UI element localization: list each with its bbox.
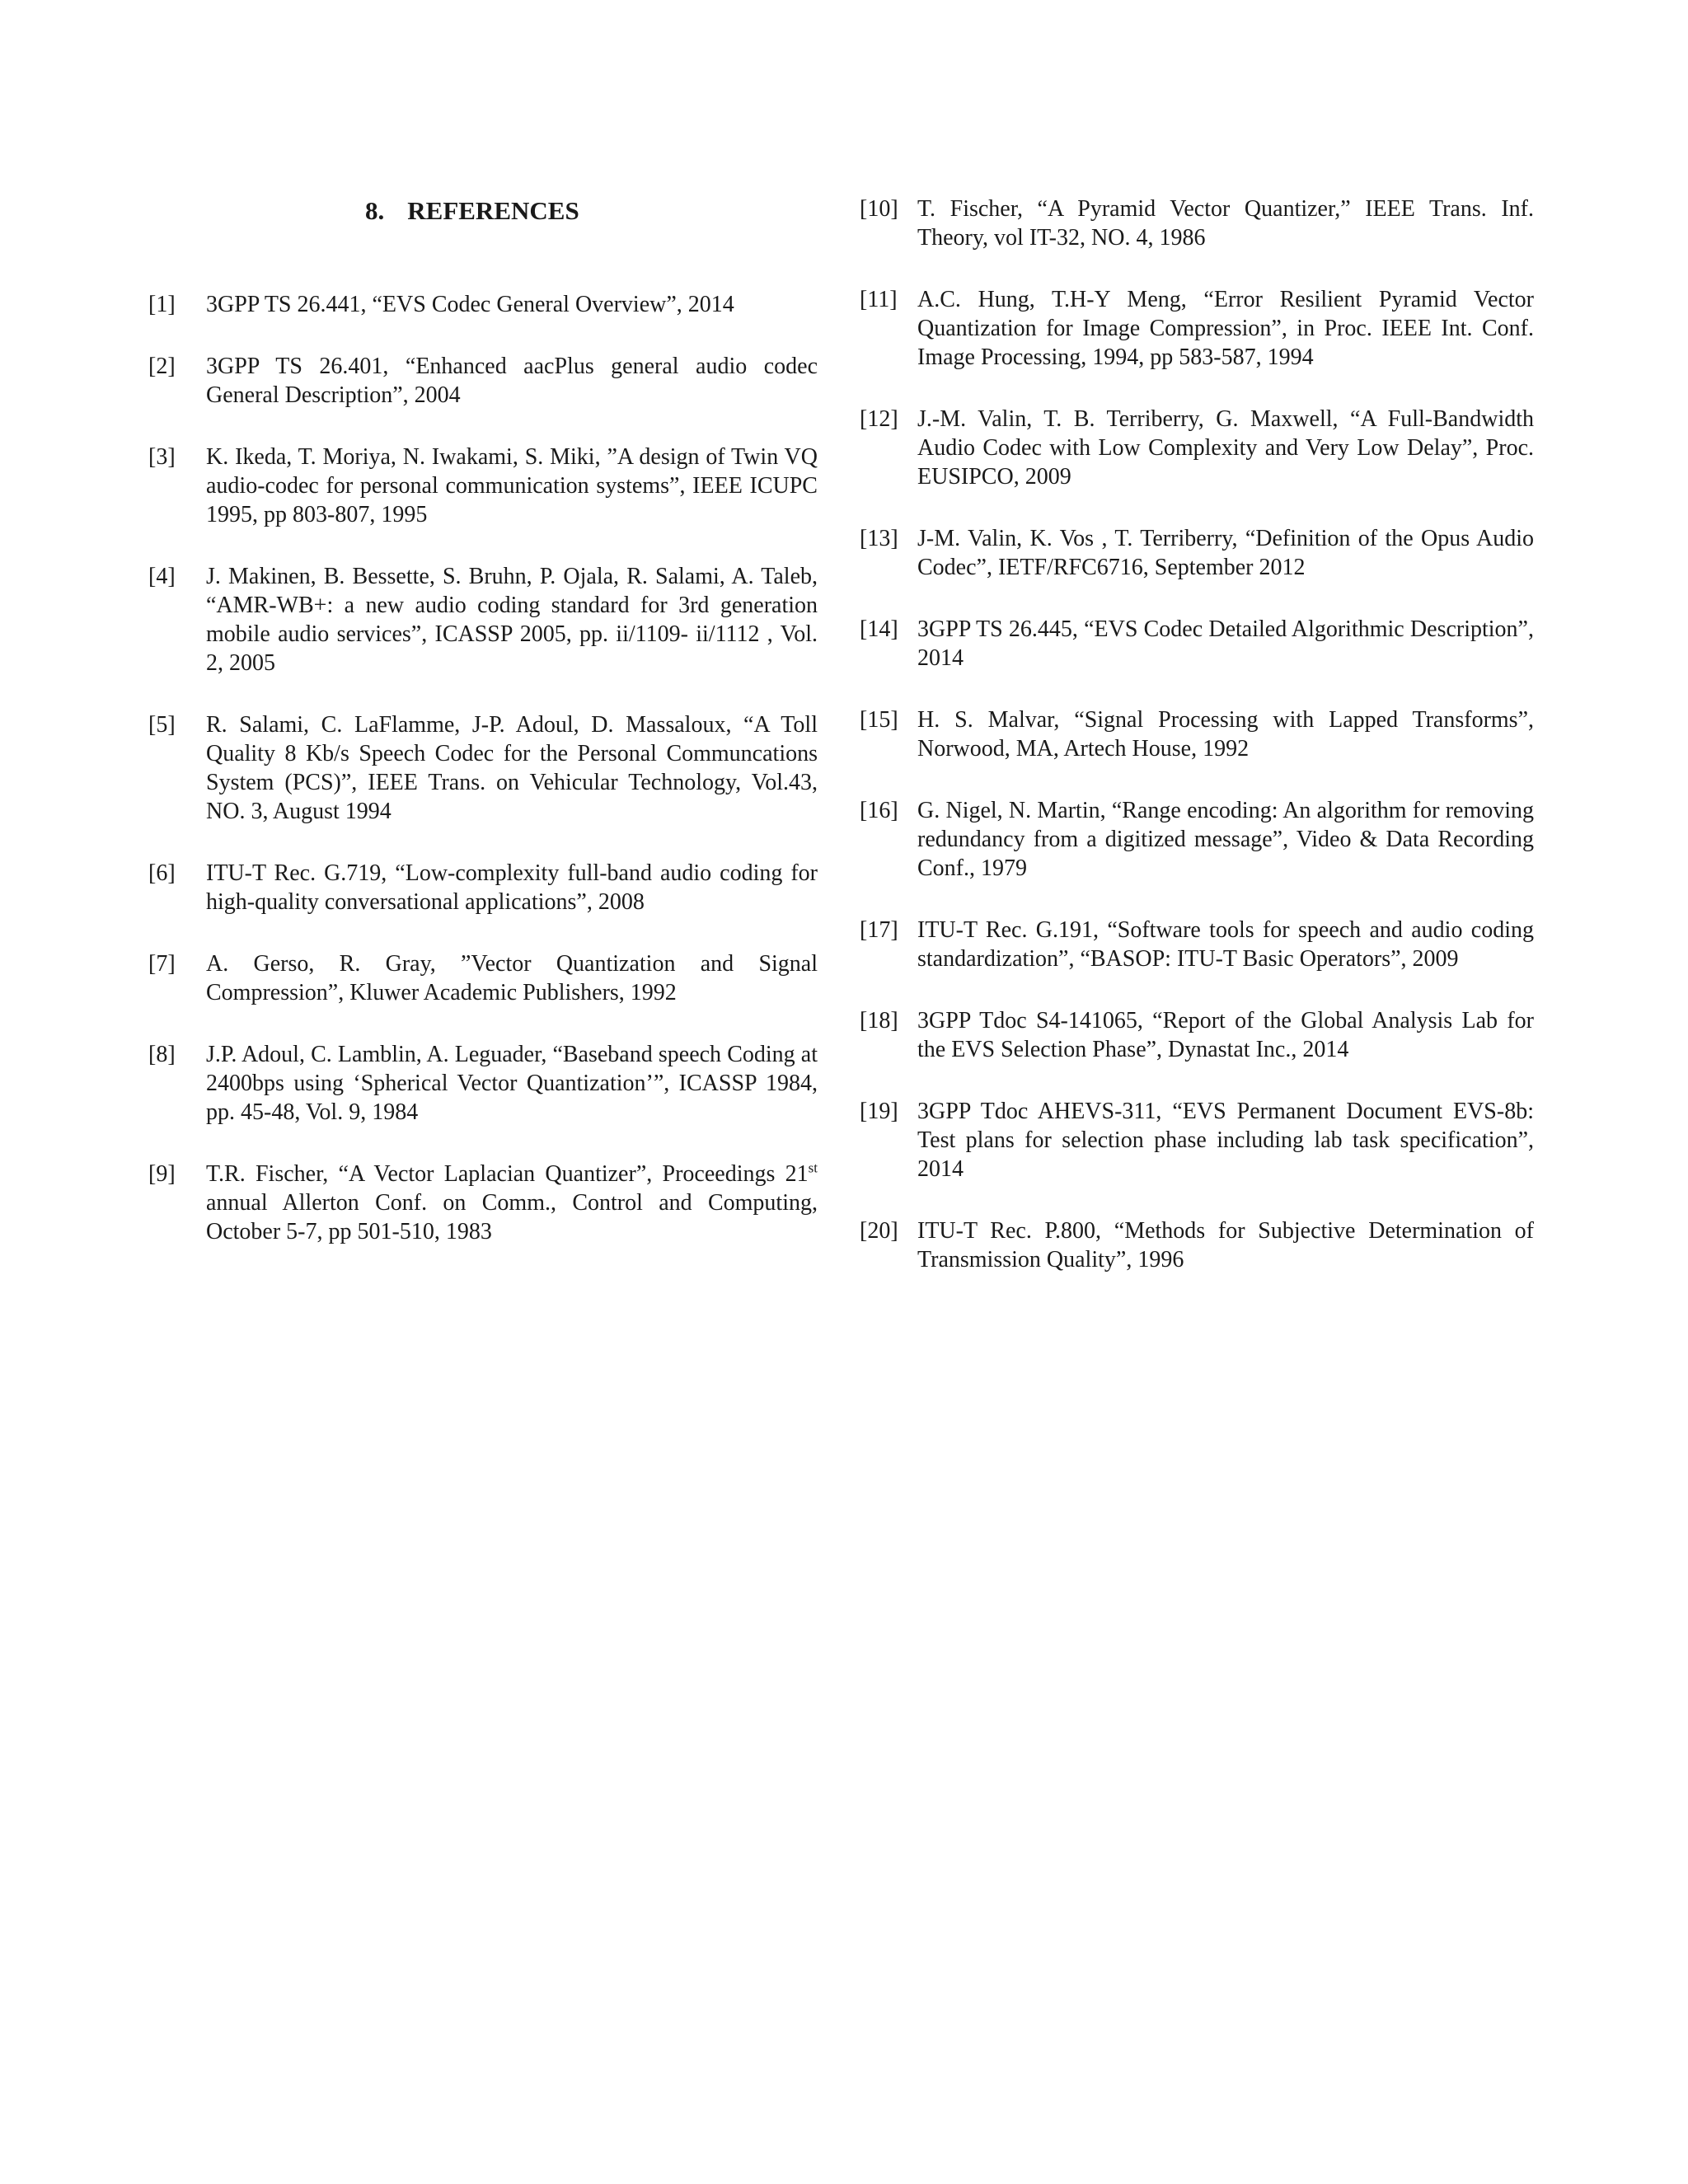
reference-label: [7] [148,951,176,977]
reference-item [148,859,818,916]
reference-text: J.-M. Valin, T. B. Terriberry, G. Maxwell, “A Full-Bandwidth Audio Codec with Low Complexity and Very Low Delay”, Proc. EUSIPCO, 2009 [917,406,1534,490]
reference-label: [12] [860,406,898,432]
reference-item [148,710,818,826]
left-column [148,194,818,1279]
right-column [860,194,1534,1307]
reference-label: [16] [860,798,898,823]
reference-label: [10] [860,196,898,222]
reference-item [148,443,818,529]
reference-list-left [148,290,818,1246]
reference-item [860,194,1534,252]
section-number: 8. [365,196,385,225]
reference-text: H. S. Malvar, “Signal Processing with Lapped Transforms”, Norwood, MA, Artech House, 1992 [917,707,1534,762]
reference-text: 3GPP Tdoc AHEVS-311, “EVS Permanent Document EVS-8b: Test plans for selection phase including lab task specification”, 2014 [917,1099,1534,1182]
reference-item [148,352,818,410]
reference-text: ITU-T Rec. G.191, “Software tools for speech and audio coding standardization”, “BASOP: ITU-T Basic Operators”, 2009 [917,917,1534,972]
section-title: REFERENCES [407,196,579,225]
reference-item [148,290,818,319]
reference-label: [17] [860,917,898,943]
reference-text: T. Fischer, “A Pyramid Vector Quantizer,” IEEE Trans. Inf. Theory, vol IT-32, NO. 4, 1986 [917,196,1534,251]
reference-item [860,1097,1534,1183]
reference-text: J. Makinen, B. Bessette, S. Bruhn, P. Ojala, R. Salami, A. Taleb, “AMR-WB+: a new audio coding standard for 3rd generation mobile audio services”, ICASSP 2005, pp. ii/1109- ii/1112 , Vol. 2, 2005 [206,564,818,676]
reference-item [860,1216,1534,1274]
reference-item [860,524,1534,582]
reference-label: [4] [148,564,176,589]
reference-label: [19] [860,1099,898,1124]
reference-label: [18] [860,1008,898,1033]
reference-item [148,562,818,677]
reference-text: 3GPP TS 26.445, “EVS Codec Detailed Algorithmic Description”, 2014 [917,616,1534,671]
reference-label: [8] [148,1042,176,1067]
reference-text: K. Ikeda, T. Moriya, N. Iwakami, S. Miki, ”A design of Twin VQ audio-codec for personal communication systems”, IEEE ICUPC 1995, pp 803-807, 1995 [206,444,818,527]
reference-text: J.P. Adoul, C. Lamblin, A. Leguader, “Baseband speech Coding at 2400bps using ‘Spherical Vector Quantization’”, ICASSP 1984, pp. 45-48, Vol. 9, 1984 [206,1042,818,1125]
reference-label: [3] [148,444,176,470]
reference-item [148,1160,818,1246]
reference-text [206,1160,818,1246]
reference-label: [1] [148,292,176,317]
reference-label: [20] [860,1218,898,1244]
reference-label: [11] [860,287,898,312]
reference-item [860,405,1534,491]
reference-item [148,1040,818,1127]
reference-text: G. Nigel, N. Martin, “Range encoding: An algorithm for removing redundancy from a digitized message”, Video & Data Recording Conf., 1979 [917,798,1534,881]
reference-text: A. Gerso, R. Gray, ”Vector Quantization and Signal Compression”, Kluwer Academic Publishers, 1992 [206,951,818,1005]
reference-item [860,285,1534,372]
reference-item [860,916,1534,973]
reference-text: J-M. Valin, K. Vos , T. Terriberry, “Definition of the Opus Audio Codec”, IETF/RFC6716, September 2012 [917,526,1534,580]
reference-label: [9] [148,1161,176,1187]
reference-label: [6] [148,860,176,886]
reference-item [860,705,1534,763]
reference-text: 3GPP Tdoc S4-141065, “Report of the Global Analysis Lab for the EVS Selection Phase”, Dynastat Inc., 2014 [917,1008,1534,1062]
reference-item [860,796,1534,883]
reference-item [860,1006,1534,1064]
reference-list-right [860,194,1534,1274]
reference-text: A.C. Hung, T.H-Y Meng, “Error Resilient Pyramid Vector Quantization for Image Compression”, in Proc. IEEE Int. Conf. Image Processing, 1994, pp 583-587, 1994 [917,287,1534,370]
reference-text: R. Salami, C. LaFlamme, J-P. Adoul, D. Massaloux, “A Toll Quality 8 Kb/s Speech Codec for the Personal Communcations System (PCS)”, IEEE Trans. on Vehicular Technology, Vol.43, NO. 3, August 1994 [206,712,818,824]
reference-label: [15] [860,707,898,733]
reference-item [860,615,1534,673]
reference-text-part: annual Allerton Conf. on Comm., Control and Computing, October 5-7, pp 501-510, 1983 [206,1190,818,1244]
reference-item [148,949,818,1007]
reference-text: ITU-T Rec. G.719, “Low-complexity full-band audio coding for high-quality conversational applications”, 2008 [206,860,818,915]
reference-label: [2] [148,354,176,379]
reference-text-part: T.R. Fischer, “A Vector Laplacian Quantizer”, Proceedings 21 [206,1161,809,1187]
reference-label: [5] [148,712,176,738]
reference-label: [14] [860,616,898,642]
reference-text: 3GPP TS 26.441, “EVS Codec General Overview”, 2014 [206,292,734,317]
reference-label: [13] [860,526,898,551]
ordinal-superscript: st [808,1160,818,1176]
reference-text: ITU-T Rec. P.800, “Methods for Subjective Determination of Transmission Quality”, 1996 [917,1218,1534,1272]
reference-text: 3GPP TS 26.401, “Enhanced aacPlus general audio codec General Description”, 2004 [206,354,818,408]
